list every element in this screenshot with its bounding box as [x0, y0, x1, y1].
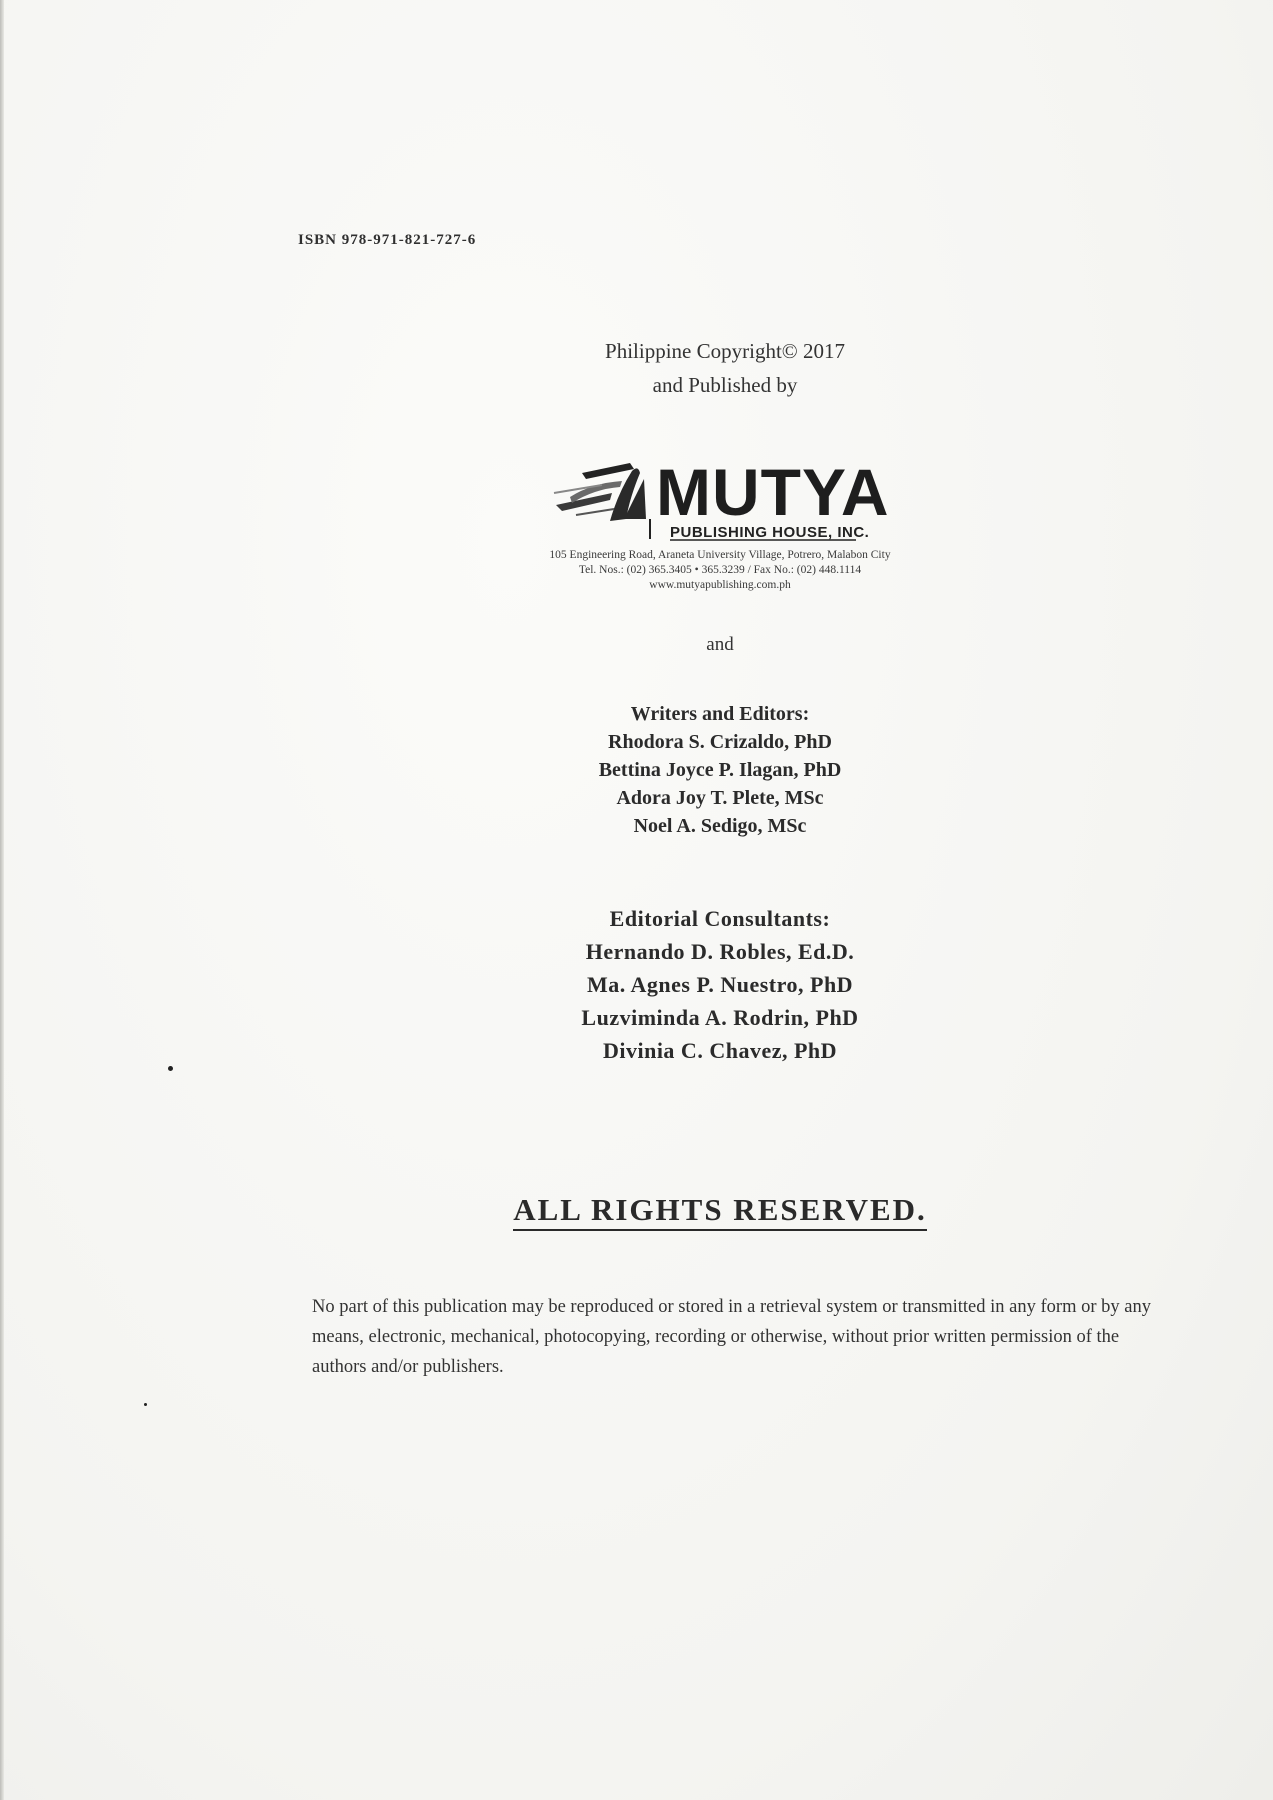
writer-name: Bettina Joyce P. Ilagan, PhD	[598, 759, 842, 781]
logo-swoosh-shape	[582, 463, 634, 479]
logo-wordmark: MUTYA	[656, 455, 890, 529]
published-by-line: and Published by	[652, 373, 798, 397]
copyright-notice	[540, 334, 910, 402]
consultants-section	[520, 902, 920, 1067]
scan-speck	[168, 1066, 173, 1071]
writers-section	[520, 700, 920, 840]
mutya-logo-icon	[552, 453, 912, 543]
and-separator: and	[706, 634, 734, 655]
writer-name: Noel A. Sedigo, MSc	[633, 815, 807, 837]
rights-text: ALL RIGHTS RESERVED.	[513, 1192, 927, 1231]
phone-line: Tel. Nos.: (02) 365.3405 • 365.3239 / Fax No.: (02) 448.1114	[578, 564, 862, 576]
page-edge-shadow	[0, 0, 4, 1800]
address-line: 105 Engineering Road, Araneta University Village, Potrero, Malabon City	[549, 549, 891, 561]
consultants-heading: Editorial Consultants:	[609, 906, 831, 931]
writers-heading: Writers and Editors:	[630, 703, 810, 725]
copyright-line: Philippine Copyright© 2017	[605, 339, 845, 363]
writer-name: Rhodora S. Crizaldo, PhD	[608, 731, 832, 753]
logo-swoosh-line	[576, 509, 614, 515]
consultant-name: Divinia C. Chavez, PhD	[602, 1038, 838, 1063]
publisher-logo	[552, 453, 912, 543]
isbn-number: ISBN 978-971-821-727-6	[298, 232, 477, 248]
consultant-name: Ma. Agnes P. Nuestro, PhD	[586, 972, 854, 997]
statement-text: No part of this publication may be reproduced or stored in a retrieval system or transmitted in any form or by any means, electronic, mechanical, photocopying, recording or otherwise, without prior written permission of the authors and/or publishers.	[312, 1297, 1151, 1377]
logo-subtitle: PUBLISHING HOUSE, INC.	[670, 524, 870, 541]
rights-heading	[460, 1192, 980, 1228]
consultant-name: Hernando D. Robles, Ed.D.	[585, 939, 855, 964]
website-line: www.mutyapublishing.com.ph	[649, 579, 791, 591]
copyright-statement	[312, 1292, 1152, 1382]
consultant-name: Luzviminda A. Rodrin, PhD	[581, 1005, 859, 1030]
writer-name: Adora Joy T. Plete, MSc	[616, 787, 824, 809]
publisher-address	[470, 548, 970, 593]
scan-speck	[144, 1403, 147, 1406]
